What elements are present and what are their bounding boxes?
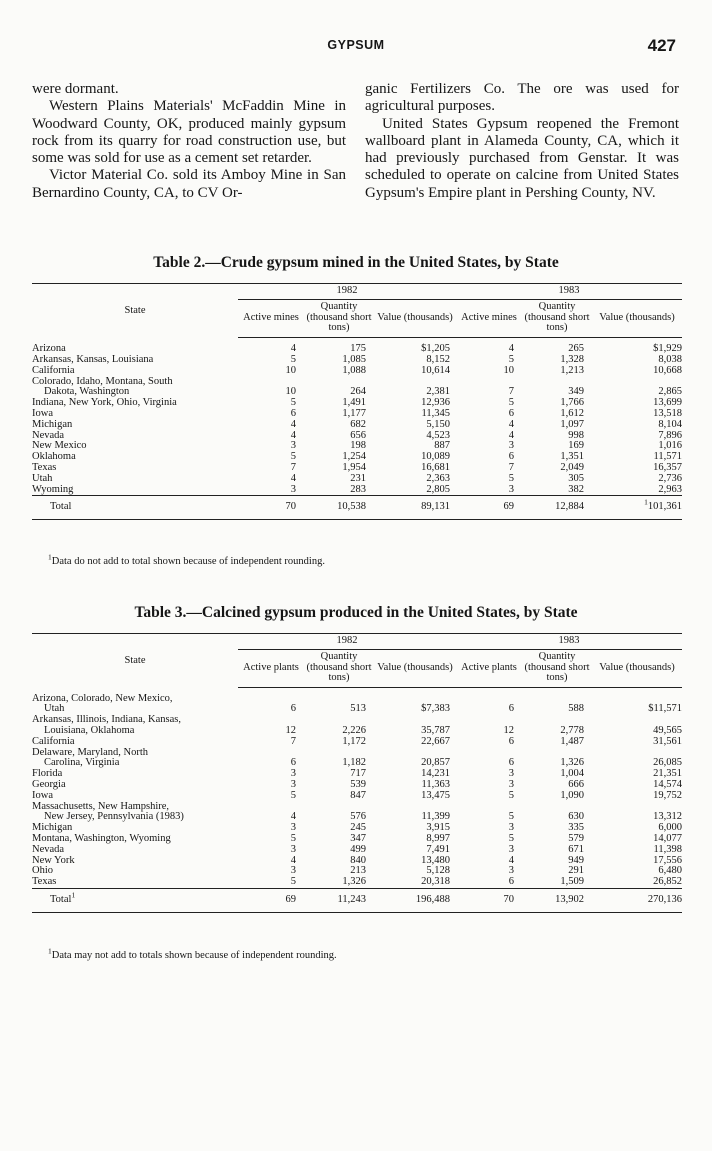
data-cell <box>304 688 374 705</box>
data-cell: 6 <box>290 407 296 419</box>
data-cell: 1,612 <box>560 407 584 419</box>
data-cell: 5 <box>508 472 514 484</box>
data-cell: 4 <box>290 472 296 484</box>
data-cell: 671 <box>568 843 584 855</box>
data-cell: 1,326 <box>342 876 366 888</box>
data-cell: 5 <box>508 789 514 801</box>
data-cell: 49,565 <box>653 725 682 737</box>
column-header-active-plants: Active plants <box>456 649 522 687</box>
data-cell: 539 <box>350 779 366 791</box>
data-cell: 6 <box>508 876 514 888</box>
data-cell: 2,778 <box>560 725 584 737</box>
data-cell: 35,787 <box>421 725 450 737</box>
data-cell: 4 <box>290 811 296 823</box>
total-cell: 69 <box>238 889 304 913</box>
data-cell: 11,363 <box>421 779 450 791</box>
data-cell: 887 <box>434 440 450 452</box>
data-cell: 349 <box>568 386 584 398</box>
data-cell: 576 <box>350 811 366 823</box>
total-cell: 10,538 <box>304 496 374 520</box>
paragraph: United States Gypsum reopened the Fremont wallboard plant in Alameda County, CA, which it had previously purchased from Genstar. It was scheduled to operate on calcine from United States Gypsum's Empire plant in Pershing County, NV. <box>365 115 679 201</box>
data-cell: 4 <box>508 854 514 866</box>
table-row <box>32 688 682 705</box>
data-cell: 1,491 <box>342 397 366 409</box>
state-label: Arkansas, Kansas, Louisiana <box>32 353 154 365</box>
total-cell: 196,488 <box>374 889 456 913</box>
data-cell: 4,523 <box>426 429 450 441</box>
column-header-active-mines: Active mines <box>238 299 304 337</box>
data-cell: 5 <box>290 833 296 845</box>
total-row <box>32 889 682 913</box>
state-label: Carolina, Virginia <box>44 757 120 769</box>
data-cell: 291 <box>568 865 584 877</box>
data-cell: 5 <box>290 353 296 365</box>
state-label: Dakota, Washington <box>44 386 130 398</box>
data-cell: 21,351 <box>653 768 682 780</box>
year-header: 1982 <box>238 634 456 650</box>
data-cell: 11,398 <box>653 843 682 855</box>
state-label: Utah <box>44 703 65 715</box>
data-cell: 12,936 <box>421 397 450 409</box>
data-cell: 1,351 <box>560 451 584 463</box>
paragraph: ganic Fertilizers Co. The ore was used for agricultural purposes. <box>365 81 679 115</box>
data-cell: 4 <box>290 418 296 430</box>
data-cell: 13,475 <box>421 789 450 801</box>
footnote-marker: 1 <box>644 497 648 507</box>
data-cell: 2,805 <box>426 483 450 495</box>
state-label: New Mexico <box>32 440 87 452</box>
data-cell <box>592 688 682 705</box>
footnote-marker: 1 <box>71 890 76 900</box>
data-cell: 1,328 <box>560 353 584 365</box>
data-cell: 2,865 <box>658 386 682 398</box>
data-cell: 6,480 <box>658 865 682 877</box>
data-cell: 499 <box>350 843 366 855</box>
data-cell: 949 <box>568 854 584 866</box>
state-label: Arizona <box>32 342 66 354</box>
state-label: Massachusetts, New Hampshire, <box>32 800 170 812</box>
data-cell: 31,561 <box>653 735 682 747</box>
data-cell: 264 <box>350 386 366 398</box>
data-cell: 5 <box>508 811 514 823</box>
data-cell: 4 <box>290 429 296 441</box>
data-cell: 1,487 <box>560 735 584 747</box>
data-cell: 4 <box>508 343 514 355</box>
data-cell: 840 <box>350 854 366 866</box>
data-cell: 5 <box>290 876 296 888</box>
total-cell: 89,131 <box>374 496 456 520</box>
table3-caption: Table 3.—Calcined gypsum produced in the United States, by State <box>134 604 578 621</box>
state-label: Georgia <box>32 779 66 791</box>
state-label: Texas <box>32 461 57 473</box>
total-cell: 12,884 <box>522 496 592 520</box>
column-header-value: Value (thousands) <box>374 649 456 687</box>
data-cell: 1,326 <box>560 757 584 769</box>
state-label: Wyoming <box>32 483 74 495</box>
data-cell: 17,556 <box>653 854 682 866</box>
state-label: California <box>32 364 75 376</box>
data-cell: $7,383 <box>421 703 450 715</box>
column-header-value: Value (thousands) <box>374 299 456 337</box>
state-label: Arizona, Colorado, New Mexico, <box>32 692 173 704</box>
data-cell: 14,231 <box>421 768 450 780</box>
data-cell: 16,357 <box>653 461 682 473</box>
data-cell: 588 <box>568 703 584 715</box>
data-cell: 1,954 <box>342 461 366 473</box>
data-cell: 175 <box>350 343 366 355</box>
data-cell: 3 <box>508 865 514 877</box>
data-cell: 10,614 <box>421 364 450 376</box>
data-cell: 1,182 <box>342 757 366 769</box>
data-cell: 1,088 <box>342 364 366 376</box>
column-header-quantity: Quantity (thousand short tons) <box>304 649 374 687</box>
state-label: Arkansas, Illinois, Indiana, Kansas, <box>32 714 182 726</box>
total-cell: $^1$101,361 <box>592 496 682 520</box>
data-cell: 1,097 <box>560 418 584 430</box>
state-label: Iowa <box>32 407 53 419</box>
data-cell: 5 <box>290 397 296 409</box>
data-cell: 5 <box>508 833 514 845</box>
data-cell: 682 <box>350 418 366 430</box>
data-cell: 5,150 <box>426 418 450 430</box>
data-cell: 10 <box>503 364 514 376</box>
data-cell: 1,085 <box>342 353 366 365</box>
data-cell: 7 <box>508 461 514 473</box>
data-cell: 14,574 <box>653 779 682 791</box>
data-cell: 213 <box>350 865 366 877</box>
data-cell: 6 <box>508 407 514 419</box>
data-cell: 1,254 <box>342 451 366 463</box>
data-cell: 3 <box>508 822 514 834</box>
data-cell: 20,857 <box>421 757 450 769</box>
table3 <box>32 633 682 913</box>
data-cell: 3 <box>508 483 514 495</box>
total-cell: 70 <box>456 889 522 913</box>
data-cell: 7 <box>290 461 296 473</box>
total-label: Total <box>32 496 238 520</box>
table-row <box>32 474 682 485</box>
data-cell <box>456 688 522 705</box>
data-cell: 12 <box>285 725 296 737</box>
data-cell: 1,766 <box>560 397 584 409</box>
data-cell: 6,000 <box>658 822 682 834</box>
state-label: Iowa <box>32 789 53 801</box>
data-cell: 1,090 <box>560 789 584 801</box>
column-header-state: State <box>32 284 238 338</box>
data-cell: 3 <box>508 440 514 452</box>
state-label: New York <box>32 854 75 866</box>
year-header: 1983 <box>456 634 682 650</box>
table-row <box>32 877 682 888</box>
data-cell: 1,509 <box>560 876 584 888</box>
data-cell: 6 <box>290 757 296 769</box>
data-cell: 3 <box>290 865 296 877</box>
data-cell: 245 <box>350 822 366 834</box>
state-label: Delaware, Maryland, North <box>32 746 149 758</box>
data-cell <box>238 688 304 705</box>
data-cell: 10,089 <box>421 451 450 463</box>
table-row <box>32 338 682 355</box>
total-cell: 11,243 <box>304 889 374 913</box>
column-header-active-mines: Active mines <box>456 299 522 337</box>
state-label: Utah <box>32 472 53 484</box>
state-label: Michigan <box>32 822 73 834</box>
data-cell: 5,128 <box>426 865 450 877</box>
data-cell: 11,345 <box>421 407 450 419</box>
data-cell: 305 <box>568 472 584 484</box>
paragraph: were dormant. <box>32 81 119 97</box>
data-cell: 6 <box>508 451 514 463</box>
data-cell: 13,518 <box>653 407 682 419</box>
data-cell: 656 <box>350 429 366 441</box>
data-cell: 5 <box>508 397 514 409</box>
table-row <box>32 420 682 431</box>
total-row <box>32 496 682 520</box>
data-cell: 6 <box>508 735 514 747</box>
data-cell: 513 <box>350 703 366 715</box>
column-header-value: Value (thousands) <box>592 299 682 337</box>
data-cell: 4 <box>508 418 514 430</box>
data-cell: $11,571 <box>648 703 682 715</box>
data-cell: 4 <box>290 343 296 355</box>
state-label: Louisiana, Oklahoma <box>44 725 135 737</box>
data-cell: 19,752 <box>653 789 682 801</box>
data-cell: 283 <box>350 483 366 495</box>
data-cell: 3 <box>508 768 514 780</box>
data-cell: 7 <box>508 386 514 398</box>
column-header-active-plants: Active plants <box>238 649 304 687</box>
data-cell <box>522 688 592 705</box>
data-cell: 666 <box>568 779 584 791</box>
data-cell: 11,571 <box>653 451 682 463</box>
total-label: Total$^1$ <box>32 889 238 913</box>
data-cell: 2,963 <box>658 483 682 495</box>
total-cell: 13,902 <box>522 889 592 913</box>
paragraph: Western Plains Materials' McFaddin Mine in Woodward County, OK, produced mainly gypsum rock from its quarry for road construction use, but some was sold for use as a cement set retarder. <box>32 98 346 167</box>
table2-caption: Table 2.—Crude gypsum mined in the United States, by State <box>153 254 559 271</box>
data-cell: 2,226 <box>342 725 366 737</box>
data-cell: 3 <box>290 483 296 495</box>
data-cell: 14,077 <box>653 833 682 845</box>
data-cell: 22,667 <box>421 735 450 747</box>
data-cell: 1,004 <box>560 768 584 780</box>
data-cell: 13,312 <box>653 811 682 823</box>
data-cell: 5 <box>508 353 514 365</box>
text-column-right <box>365 81 679 202</box>
table2 <box>32 283 682 520</box>
data-cell: 7 <box>290 735 296 747</box>
data-cell: 1,177 <box>342 407 366 419</box>
data-cell: 717 <box>350 768 366 780</box>
data-cell: 26,852 <box>653 876 682 888</box>
data-cell: 16,681 <box>421 461 450 473</box>
data-cell: 11,399 <box>421 811 450 823</box>
data-cell: 6 <box>508 757 514 769</box>
state-label: Florida <box>32 768 63 780</box>
data-cell: 13,480 <box>421 854 450 866</box>
column-header-quantity: Quantity (thousand short tons) <box>522 299 592 337</box>
data-cell: 4 <box>290 854 296 866</box>
data-cell: 265 <box>568 343 584 355</box>
data-cell: 10,668 <box>653 364 682 376</box>
data-cell: 3 <box>290 768 296 780</box>
data-cell: 3 <box>290 843 296 855</box>
data-cell: 3 <box>508 779 514 791</box>
running-title: GYPSUM <box>327 38 385 52</box>
data-cell: 7,896 <box>658 429 682 441</box>
data-cell: 335 <box>568 822 584 834</box>
data-cell: 13,699 <box>653 397 682 409</box>
data-cell: 10 <box>285 386 296 398</box>
data-cell: 26,085 <box>653 757 682 769</box>
data-cell: $1,929 <box>653 343 682 355</box>
data-cell: $1,205 <box>421 343 450 355</box>
data-cell <box>374 688 456 705</box>
data-cell: 8,997 <box>426 833 450 845</box>
data-cell: 1,172 <box>342 735 366 747</box>
data-cell: 382 <box>568 483 584 495</box>
text-column-left <box>32 81 346 202</box>
state-label: New Jersey, Pennsylvania (1983) <box>44 811 184 823</box>
column-header-quantity: Quantity (thousand short tons) <box>304 299 374 337</box>
state-label: Texas <box>32 876 57 888</box>
data-cell: 169 <box>568 440 584 452</box>
table2-footnote: $^1$Data do not add to total shown because of independent rounding. <box>48 552 325 567</box>
state-label: Nevada <box>32 429 65 441</box>
data-cell: 2,049 <box>560 461 584 473</box>
data-cell: 7,491 <box>426 843 450 855</box>
state-label: Colorado, Idaho, Montana, South <box>32 375 173 387</box>
data-cell: 8,038 <box>658 353 682 365</box>
total-cell: 270,136 <box>592 889 682 913</box>
total-cell: 70 <box>238 496 304 520</box>
data-cell: 847 <box>350 789 366 801</box>
data-cell: 2,381 <box>426 386 450 398</box>
data-cell: 12 <box>503 725 514 737</box>
data-cell: 579 <box>568 833 584 845</box>
data-cell: 8,104 <box>658 418 682 430</box>
data-cell: 5 <box>290 451 296 463</box>
data-cell: 2,736 <box>658 472 682 484</box>
data-cell: 20,318 <box>421 876 450 888</box>
data-cell: 1,213 <box>560 364 584 376</box>
state-label: Oklahoma <box>32 451 76 463</box>
paragraph: Victor Material Co. sold its Amboy Mine in San Bernardino County, CA, to CV Or- <box>32 167 346 201</box>
year-header: 1982 <box>238 284 456 300</box>
data-cell: 2,363 <box>426 472 450 484</box>
data-cell: 630 <box>568 811 584 823</box>
year-header: 1983 <box>456 284 682 300</box>
data-cell: 3 <box>290 822 296 834</box>
state-label: Michigan <box>32 418 73 430</box>
column-header-value: Value (thousands) <box>592 649 682 687</box>
state-label: California <box>32 735 75 747</box>
data-cell: 3 <box>290 779 296 791</box>
data-cell: 198 <box>350 440 366 452</box>
state-label: Montana, Washington, Wyoming <box>32 833 171 845</box>
column-header-quantity: Quantity (thousand short tons) <box>522 649 592 687</box>
state-label: Indiana, New York, Ohio, Virginia <box>32 397 177 409</box>
table3-footnote: $^1$Data may not add to totals shown because of independent rounding. <box>48 946 337 961</box>
data-cell: 5 <box>290 789 296 801</box>
state-label: Ohio <box>32 865 53 877</box>
data-cell: 10 <box>285 364 296 376</box>
data-cell: 8,152 <box>426 353 450 365</box>
data-cell: 3 <box>290 440 296 452</box>
state-label: Nevada <box>32 843 65 855</box>
data-cell: 347 <box>350 833 366 845</box>
data-cell: 4 <box>508 429 514 441</box>
data-cell: 1,016 <box>658 440 682 452</box>
data-cell: 6 <box>290 703 296 715</box>
data-cell: 3 <box>508 843 514 855</box>
table-row <box>32 485 682 496</box>
total-cell: 69 <box>456 496 522 520</box>
data-cell: 3,915 <box>426 822 450 834</box>
column-header-state: State <box>32 634 238 688</box>
page-number: 427 <box>647 36 676 55</box>
data-cell: 6 <box>508 703 514 715</box>
data-cell: 998 <box>568 429 584 441</box>
data-cell: 231 <box>350 472 366 484</box>
